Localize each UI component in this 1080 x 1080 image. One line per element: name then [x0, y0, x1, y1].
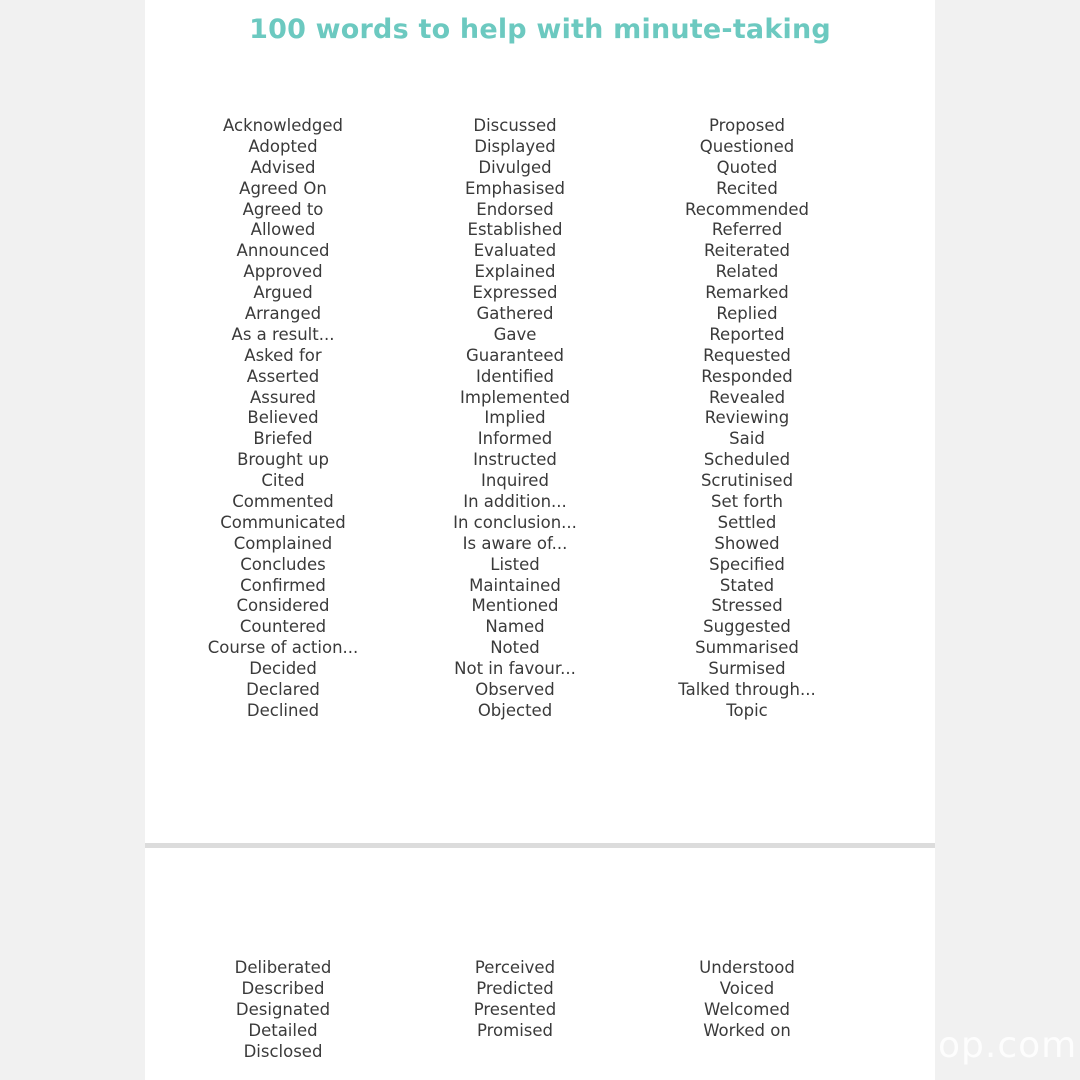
word-item: Identified — [475, 366, 555, 386]
word-item: Disclosed — [243, 1041, 323, 1061]
watermark-text: op.com — [938, 1025, 1078, 1066]
word-item: Endorsed — [476, 199, 554, 219]
word-item: Settled — [717, 512, 777, 532]
word-item: Implied — [484, 408, 546, 428]
word-column-1 — [163, 116, 403, 722]
word-item: Expressed — [472, 283, 558, 303]
word-item: Listed — [490, 554, 540, 574]
word-item: Adopted — [248, 136, 318, 156]
word-item: Showed — [714, 533, 780, 553]
word-item: Guaranteed — [466, 345, 564, 365]
word-item: Specified — [709, 554, 785, 574]
word-item: Concludes — [240, 554, 326, 574]
word-item: Instructed — [473, 450, 557, 470]
word-item: Countered — [239, 617, 327, 637]
word-item: Described — [241, 978, 325, 998]
word-item: Discussed — [473, 116, 557, 135]
word-item: Presented — [473, 999, 557, 1019]
word-item: Advised — [250, 157, 316, 177]
word-item: Designated — [235, 999, 331, 1019]
word-item: Divulged — [478, 157, 552, 177]
word-item: Stated — [719, 575, 775, 595]
word-item: Allowed — [250, 220, 316, 240]
word-item: Named — [485, 617, 545, 637]
word-item: Set forth — [711, 492, 783, 512]
word-item: Reiterated — [703, 241, 791, 261]
word-column-2 — [395, 116, 635, 722]
word-item: Is aware of... — [462, 533, 568, 553]
word-item: Announced — [236, 241, 330, 261]
word-item: Quoted — [716, 157, 778, 177]
word-item: Maintained — [469, 575, 561, 595]
word-item: Recited — [716, 178, 778, 198]
word-item: Topic — [726, 700, 768, 720]
word-item: In addition... — [463, 492, 567, 512]
word-item: Deliberated — [234, 958, 332, 977]
word-item: Remarked — [705, 283, 789, 303]
word-item: In conclusion... — [453, 512, 577, 532]
word-item: Reported — [709, 324, 785, 344]
word-item: Argued — [253, 283, 313, 303]
word-item: Predicted — [476, 978, 554, 998]
word-item: Understood — [699, 958, 795, 977]
word-item: Asserted — [246, 366, 320, 386]
word-item: Stressed — [711, 596, 783, 616]
word-item: Requested — [703, 345, 791, 365]
word-item: Questioned — [699, 136, 795, 156]
word-item: Mentioned — [471, 596, 559, 616]
word-item: Acknowledged — [223, 116, 343, 135]
word-item: Inquired — [481, 471, 549, 491]
word-item: Brought up — [237, 450, 329, 470]
word-column-1 — [163, 958, 403, 1062]
word-item: Agreed On — [239, 178, 327, 198]
word-item: Voiced — [719, 978, 775, 998]
word-item: Noted — [490, 638, 540, 658]
word-item: Observed — [475, 680, 555, 700]
word-item: Approved — [243, 262, 323, 282]
word-item: Scheduled — [703, 450, 791, 470]
word-item: Reviewing — [704, 408, 790, 428]
word-column-2 — [395, 958, 635, 1042]
word-item: Informed — [477, 429, 553, 449]
word-column-3 — [627, 116, 867, 722]
word-item: Promised — [476, 1020, 554, 1040]
page-title: 100 words to help with minute-taking — [249, 14, 831, 45]
word-item: Complained — [233, 533, 333, 553]
word-item: Evaluated — [473, 241, 557, 261]
word-item: Cited — [261, 471, 305, 491]
word-item: Summarised — [695, 638, 799, 658]
word-item: Replied — [716, 304, 778, 324]
word-item: Displayed — [474, 136, 556, 156]
word-item: Not in favour... — [454, 659, 576, 679]
word-item: Declared — [246, 680, 320, 700]
word-item: Considered — [236, 596, 330, 616]
word-item: Declined — [246, 700, 320, 720]
word-item: Gathered — [476, 304, 554, 324]
word-item: Objected — [477, 700, 553, 720]
word-item: Course of action... — [207, 638, 359, 658]
word-item: Scrutinised — [700, 471, 794, 491]
word-item: Confirmed — [240, 575, 326, 595]
word-item: Explained — [474, 262, 556, 282]
word-item: Decided — [249, 659, 317, 679]
word-item: Believed — [247, 408, 319, 428]
word-item: Surmised — [708, 659, 786, 679]
word-column-3 — [627, 958, 867, 1042]
word-item: Welcomed — [704, 999, 790, 1019]
word-item: As a result... — [231, 324, 335, 344]
word-item: Proposed — [709, 116, 785, 135]
document-page-2 — [145, 848, 935, 1080]
word-item: Perceived — [474, 958, 556, 977]
word-item: Talked through... — [678, 680, 816, 700]
document-page-1 — [145, 0, 935, 843]
word-item: Implemented — [460, 387, 570, 407]
word-item: Asked for — [244, 345, 322, 365]
word-item: Agreed to — [242, 199, 324, 219]
word-item: Detailed — [248, 1020, 318, 1040]
word-item: Gave — [493, 324, 537, 344]
word-item: Assured — [250, 387, 316, 407]
word-item: Commented — [232, 492, 334, 512]
word-item: Emphasised — [465, 178, 565, 198]
word-item: Recommended — [685, 199, 809, 219]
word-item: Established — [467, 220, 563, 240]
word-item: Worked on — [703, 1020, 791, 1040]
word-item: Referred — [711, 220, 783, 240]
word-item: Arranged — [244, 304, 322, 324]
word-item: Suggested — [703, 617, 791, 637]
word-item: Responded — [701, 366, 793, 386]
word-item: Communicated — [220, 512, 346, 532]
word-item: Briefed — [253, 429, 313, 449]
word-item: Said — [729, 429, 765, 449]
word-item: Related — [715, 262, 779, 282]
word-item: Revealed — [708, 387, 786, 407]
